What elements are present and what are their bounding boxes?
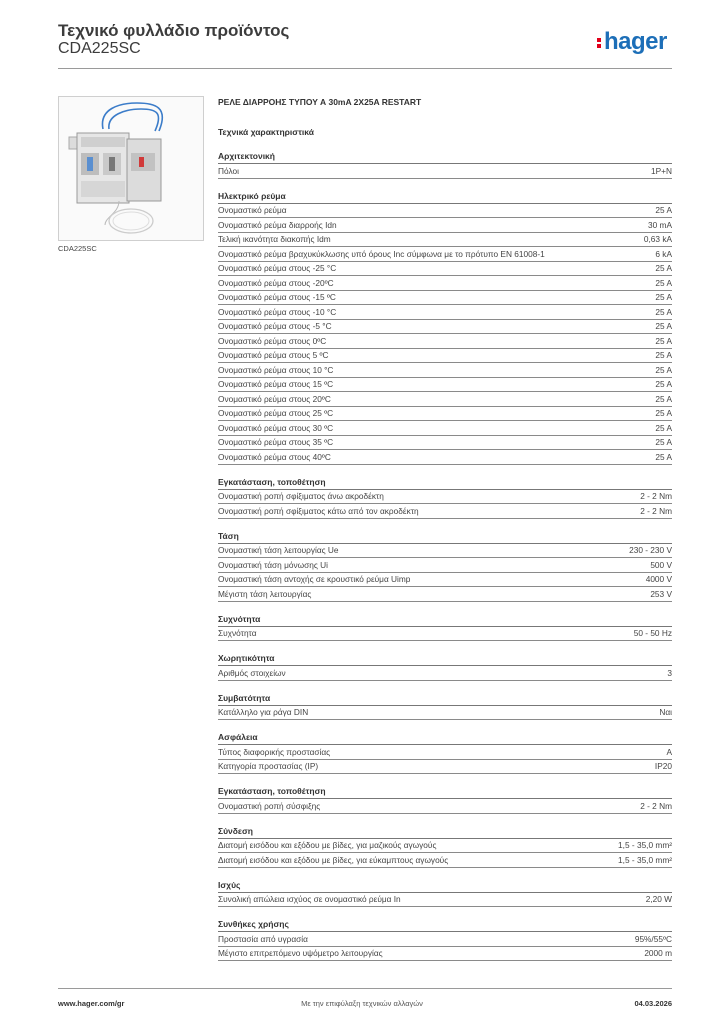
spec-label: Ονομαστική ροπή σύσφιξης: [218, 800, 321, 811]
rcd-device-icon: [59, 97, 203, 240]
spec-label: Ονομαστική τάση λειτουργίας Ue: [218, 545, 339, 556]
spec-group: [218, 653, 672, 681]
spec-group-title: Χωρητικότητα: [218, 653, 672, 666]
spec-label: Μέγιστη τάση λειτουργίας: [218, 588, 312, 599]
spec-label: Ονομαστικό ρεύμα: [218, 205, 287, 216]
spec-row: [218, 573, 672, 588]
spec-label: Ονομαστικό ρεύμα στους -25 °C: [218, 263, 337, 274]
spec-value: Ναι: [659, 707, 672, 718]
spec-value: 25 A: [655, 277, 672, 288]
spec-value: 6 kA: [655, 248, 672, 259]
spec-value: 4000 V: [645, 574, 672, 585]
spec-value: 25 A: [655, 408, 672, 419]
footer-website[interactable]: www.hager.com/gr: [58, 999, 125, 1008]
spec-group-title: Σύνδεση: [218, 826, 672, 839]
spec-label: Ονομαστικό ρεύμα στους 35 ºC: [218, 437, 334, 448]
spec-label: Ονομαστικό ρεύμα στους -15 ºC: [218, 292, 336, 303]
spec-value: 25 A: [655, 350, 672, 361]
product-code: CDA225SC: [58, 40, 141, 57]
spec-value: 1,5 - 35,0 mm²: [618, 840, 672, 851]
spec-label: Κατάλληλο για ράγα DIN: [218, 707, 309, 718]
spec-label: Ονομαστικό ρεύμα στους -5 °C: [218, 321, 332, 332]
spec-group-title: Συμβατότητα: [218, 693, 672, 706]
spec-label: Ονομαστική τάση αντοχής σε κρουστικό ρεύμα Uimp: [218, 574, 411, 585]
spec-group: [218, 191, 672, 465]
spec-group: [218, 732, 672, 774]
spec-label: Ονομαστικό ρεύμα στους -10 °C: [218, 306, 337, 317]
spec-row: [218, 247, 672, 262]
footer-date: 04.03.2026: [634, 999, 672, 1008]
footer-divider: [58, 988, 672, 989]
spec-group: [218, 826, 672, 868]
spec-group-title: Ηλεκτρικό ρεύμα: [218, 191, 672, 204]
spec-group-title: Συνθήκες χρήσης: [218, 919, 672, 932]
spec-value: 1,5 - 35,0 mm²: [618, 854, 672, 865]
spec-groups: [218, 151, 672, 961]
spec-row: [218, 436, 672, 451]
spec-row: [218, 334, 672, 349]
spec-group-title: Εγκατάσταση, τοποθέτηση: [218, 477, 672, 490]
spec-group-title: Αρχιτεκτονική: [218, 151, 672, 164]
spec-value: 25 A: [655, 437, 672, 448]
spec-row: [218, 666, 672, 681]
spec-value: 50 - 50 Hz: [633, 628, 672, 639]
spec-row: [218, 421, 672, 436]
spec-value: 25 A: [655, 379, 672, 390]
spec-value: 25 A: [655, 422, 672, 433]
spec-value: 3: [667, 667, 672, 678]
spec-value: 25 A: [655, 205, 672, 216]
spec-value: 2,20 W: [645, 894, 672, 905]
spec-value: 25 A: [655, 263, 672, 274]
spec-row: [218, 853, 672, 868]
spec-row: [218, 305, 672, 320]
spec-row: [218, 490, 672, 505]
spec-value: 500 V: [650, 559, 672, 570]
spec-value: 95%/55ºC: [634, 933, 672, 944]
spec-value: A: [666, 746, 672, 757]
product-image: [58, 96, 204, 241]
spec-row: [218, 504, 672, 519]
spec-group: [218, 151, 672, 179]
spec-value: 25 A: [655, 335, 672, 346]
spec-value: 25 A: [655, 321, 672, 332]
spec-label: Συνολική απώλεια ισχύος σε ονομαστικό ρεύμα In: [218, 894, 401, 905]
spec-group-title: Ισχύς: [218, 880, 672, 893]
spec-row: [218, 218, 672, 233]
spec-row: [218, 932, 672, 947]
spec-row: [218, 558, 672, 573]
spec-label: Τύπος διαφορικής προστασίας: [218, 746, 331, 757]
spec-value: 1P+N: [651, 165, 672, 176]
spec-value: 25 A: [655, 451, 672, 462]
logo-dots-icon: [597, 36, 602, 50]
spec-value: 2000 m: [644, 948, 672, 959]
spec-row: [218, 204, 672, 219]
spec-value: 0,63 kA: [643, 234, 672, 245]
spec-group: [218, 477, 672, 519]
spec-group: [218, 531, 672, 602]
spec-value: 25 A: [655, 364, 672, 375]
image-caption: CDA225SC: [58, 244, 97, 253]
spec-row: [218, 407, 672, 422]
spec-group: [218, 614, 672, 642]
spec-label: Ονομαστικό ρεύμα στους 25 ºC: [218, 408, 334, 419]
spec-row: [218, 893, 672, 908]
spec-value: 230 - 230 V: [629, 545, 672, 556]
spec-content: [218, 97, 672, 961]
spec-row: [218, 947, 672, 962]
spec-label: Διατομή εισόδου και εξόδου με βίδες, για εύκαμπτους αγωγούς: [218, 854, 449, 865]
spec-row: [218, 392, 672, 407]
spec-value: 2 - 2 Nm: [640, 491, 672, 502]
spec-group-title: Ασφάλεια: [218, 732, 672, 745]
spec-value: 30 mA: [648, 219, 672, 230]
spec-row: [218, 378, 672, 393]
spec-row: [218, 262, 672, 277]
spec-value: 25 A: [655, 292, 672, 303]
spec-label: Συχνότητα: [218, 628, 257, 639]
header-divider: [58, 68, 672, 69]
spec-label: Ονομαστικό ρεύμα στους 30 ºC: [218, 422, 334, 433]
spec-row: [218, 233, 672, 248]
spec-label: Μέγιστο επιτρεπόμενο υψόμετρο λειτουργίας: [218, 948, 383, 959]
spec-label: Ονομαστική ροπή σφίξιματος κάτω από τον ακροδέκτη: [218, 505, 419, 516]
spec-label: Ονομαστικό ρεύμα βραχυκύκλωσης υπό όρους Inc σύμφωνα με το πρότυπο EN 61008-1: [218, 248, 545, 259]
spec-group: [218, 919, 672, 961]
spec-value: 2 - 2 Nm: [640, 800, 672, 811]
spec-row: [218, 291, 672, 306]
spec-label: Πόλοι: [218, 165, 239, 176]
spec-row: [218, 627, 672, 642]
spec-group: [218, 880, 672, 908]
spec-row: [218, 706, 672, 721]
spec-value: 25 A: [655, 306, 672, 317]
spec-group: [218, 786, 672, 814]
spec-row: [218, 276, 672, 291]
spec-value: 253 V: [650, 588, 672, 599]
spec-label: Ονομαστικό ρεύμα στους 10 °C: [218, 364, 334, 375]
logo-text: hager: [604, 28, 667, 55]
spec-row: [218, 363, 672, 378]
spec-group-title: Τάση: [218, 531, 672, 544]
spec-label: Προστασία από υγρασία: [218, 933, 308, 944]
spec-row: [218, 450, 672, 465]
spec-row: [218, 587, 672, 602]
hager-logo: [597, 28, 667, 56]
spec-label: Ονομαστικό ρεύμα στους 5 ºC: [218, 350, 329, 361]
document-title: Τεχνικό φυλλάδιο προϊόντος: [58, 21, 290, 40]
spec-row: [218, 839, 672, 854]
spec-label: Ονομαστικό ρεύμα στους 20ºC: [218, 393, 331, 404]
spec-label: Ονομαστικό ρεύμα στους 0ºC: [218, 335, 327, 346]
spec-row: [218, 320, 672, 335]
spec-label: Ονομαστικό ρεύμα στους -20ºC: [218, 277, 334, 288]
spec-label: Ονομαστική ροπή σφίξιματος άνω ακροδέκτη: [218, 491, 384, 502]
spec-group-title: Συχνότητα: [218, 614, 672, 627]
features-title: Τεχνικά χαρακτηριστικά: [218, 127, 314, 137]
spec-label: Τελική ικανότητα διακοπής Idm: [218, 234, 331, 245]
spec-value: 25 A: [655, 393, 672, 404]
product-name: ΡΕΛΕ ΔΙΑΡΡΟΗΣ ΤΥΠΟΥ Α 30mA 2X25A RESTART: [218, 97, 422, 107]
spec-group: [218, 693, 672, 721]
spec-value: IP20: [654, 761, 672, 772]
spec-row: [218, 544, 672, 559]
spec-label: Ονομαστική τάση μόνωσης Ui: [218, 559, 328, 570]
spec-row: [218, 164, 672, 179]
spec-row: [218, 745, 672, 760]
spec-label: Διατομή εισόδου και εξόδου με βίδες, για μαζικούς αγωγούς: [218, 840, 437, 851]
spec-label: Ονομαστικό ρεύμα στους 40ºC: [218, 451, 331, 462]
footer-notice: Με την επιφύλαξη τεχνικών αλλαγών: [301, 999, 423, 1008]
spec-label: Αριθμός στοιχείων: [218, 667, 286, 678]
spec-value: 2 - 2 Nm: [640, 505, 672, 516]
spec-group-title: Εγκατάσταση, τοποθέτηση: [218, 786, 672, 799]
spec-row: [218, 760, 672, 775]
spec-label: Ονομαστικό ρεύμα στους 15 ºC: [218, 379, 334, 390]
spec-label: Ονομαστικό ρεύμα διαρροής Idn: [218, 219, 337, 230]
spec-row: [218, 799, 672, 814]
spec-row: [218, 349, 672, 364]
spec-label: Κατηγορία προστασίας (IP): [218, 761, 319, 772]
